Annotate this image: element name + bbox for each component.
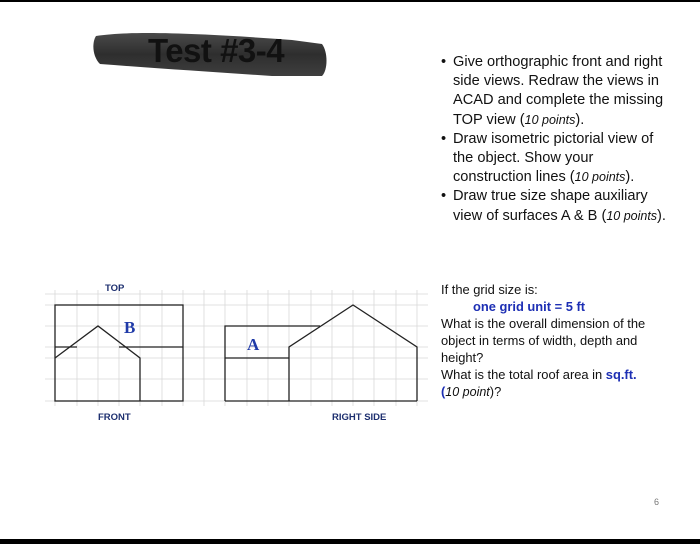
grid-info [441,281,671,401]
surface-b-label: B [124,318,136,337]
instruction-text: Draw true size shape auxiliary view of surfaces A & B ( [453,188,648,224]
instruction-item [441,187,671,225]
question-roof-area [441,366,671,401]
bottom-border [0,539,700,544]
instruction-text: Draw isometric pictorial view of the object. Show your construction lines ( [453,130,654,186]
instruction-text: Give orthographic front and right side views. Redraw the views in ACAD and complete the missing TOP view ( [453,54,664,128]
points-label: 10 points [606,208,658,223]
question-roof-text: What is the total roof area in [441,367,606,382]
bullet-icon: • [441,130,447,147]
instruction-suffix: ). [625,169,635,186]
unit-label: sq.ft. [605,367,637,382]
points-label: 10 points [574,170,626,185]
right-side-view-label: RIGHT SIDE [332,412,387,423]
instruction-item [441,130,671,188]
page-title: Test #3-4 [148,32,285,69]
grid [45,290,428,406]
points-label: 10 point [445,385,490,399]
bullet-icon: • [441,188,447,205]
grid-intro: If the grid size is: [441,282,538,297]
points-label: 10 points [524,112,576,127]
instruction-list [441,53,671,226]
question-dimension: What is the overall dimension of the object in terms of width, depth and height? [441,316,646,365]
instruction-item [441,53,671,130]
grid-unit: one grid unit = 5 ft [473,299,586,314]
instruction-suffix: ). [657,207,666,224]
instruction-suffix: ). [575,111,585,128]
top-view-label: TOP [105,283,125,294]
surface-a-label: A [247,335,260,354]
question-suffix: )? [489,384,502,399]
paren-open: ( [441,384,446,399]
page-number: 6 [654,497,660,507]
bullet-icon: • [441,54,447,70]
front-view-label: FRONT [98,412,131,423]
